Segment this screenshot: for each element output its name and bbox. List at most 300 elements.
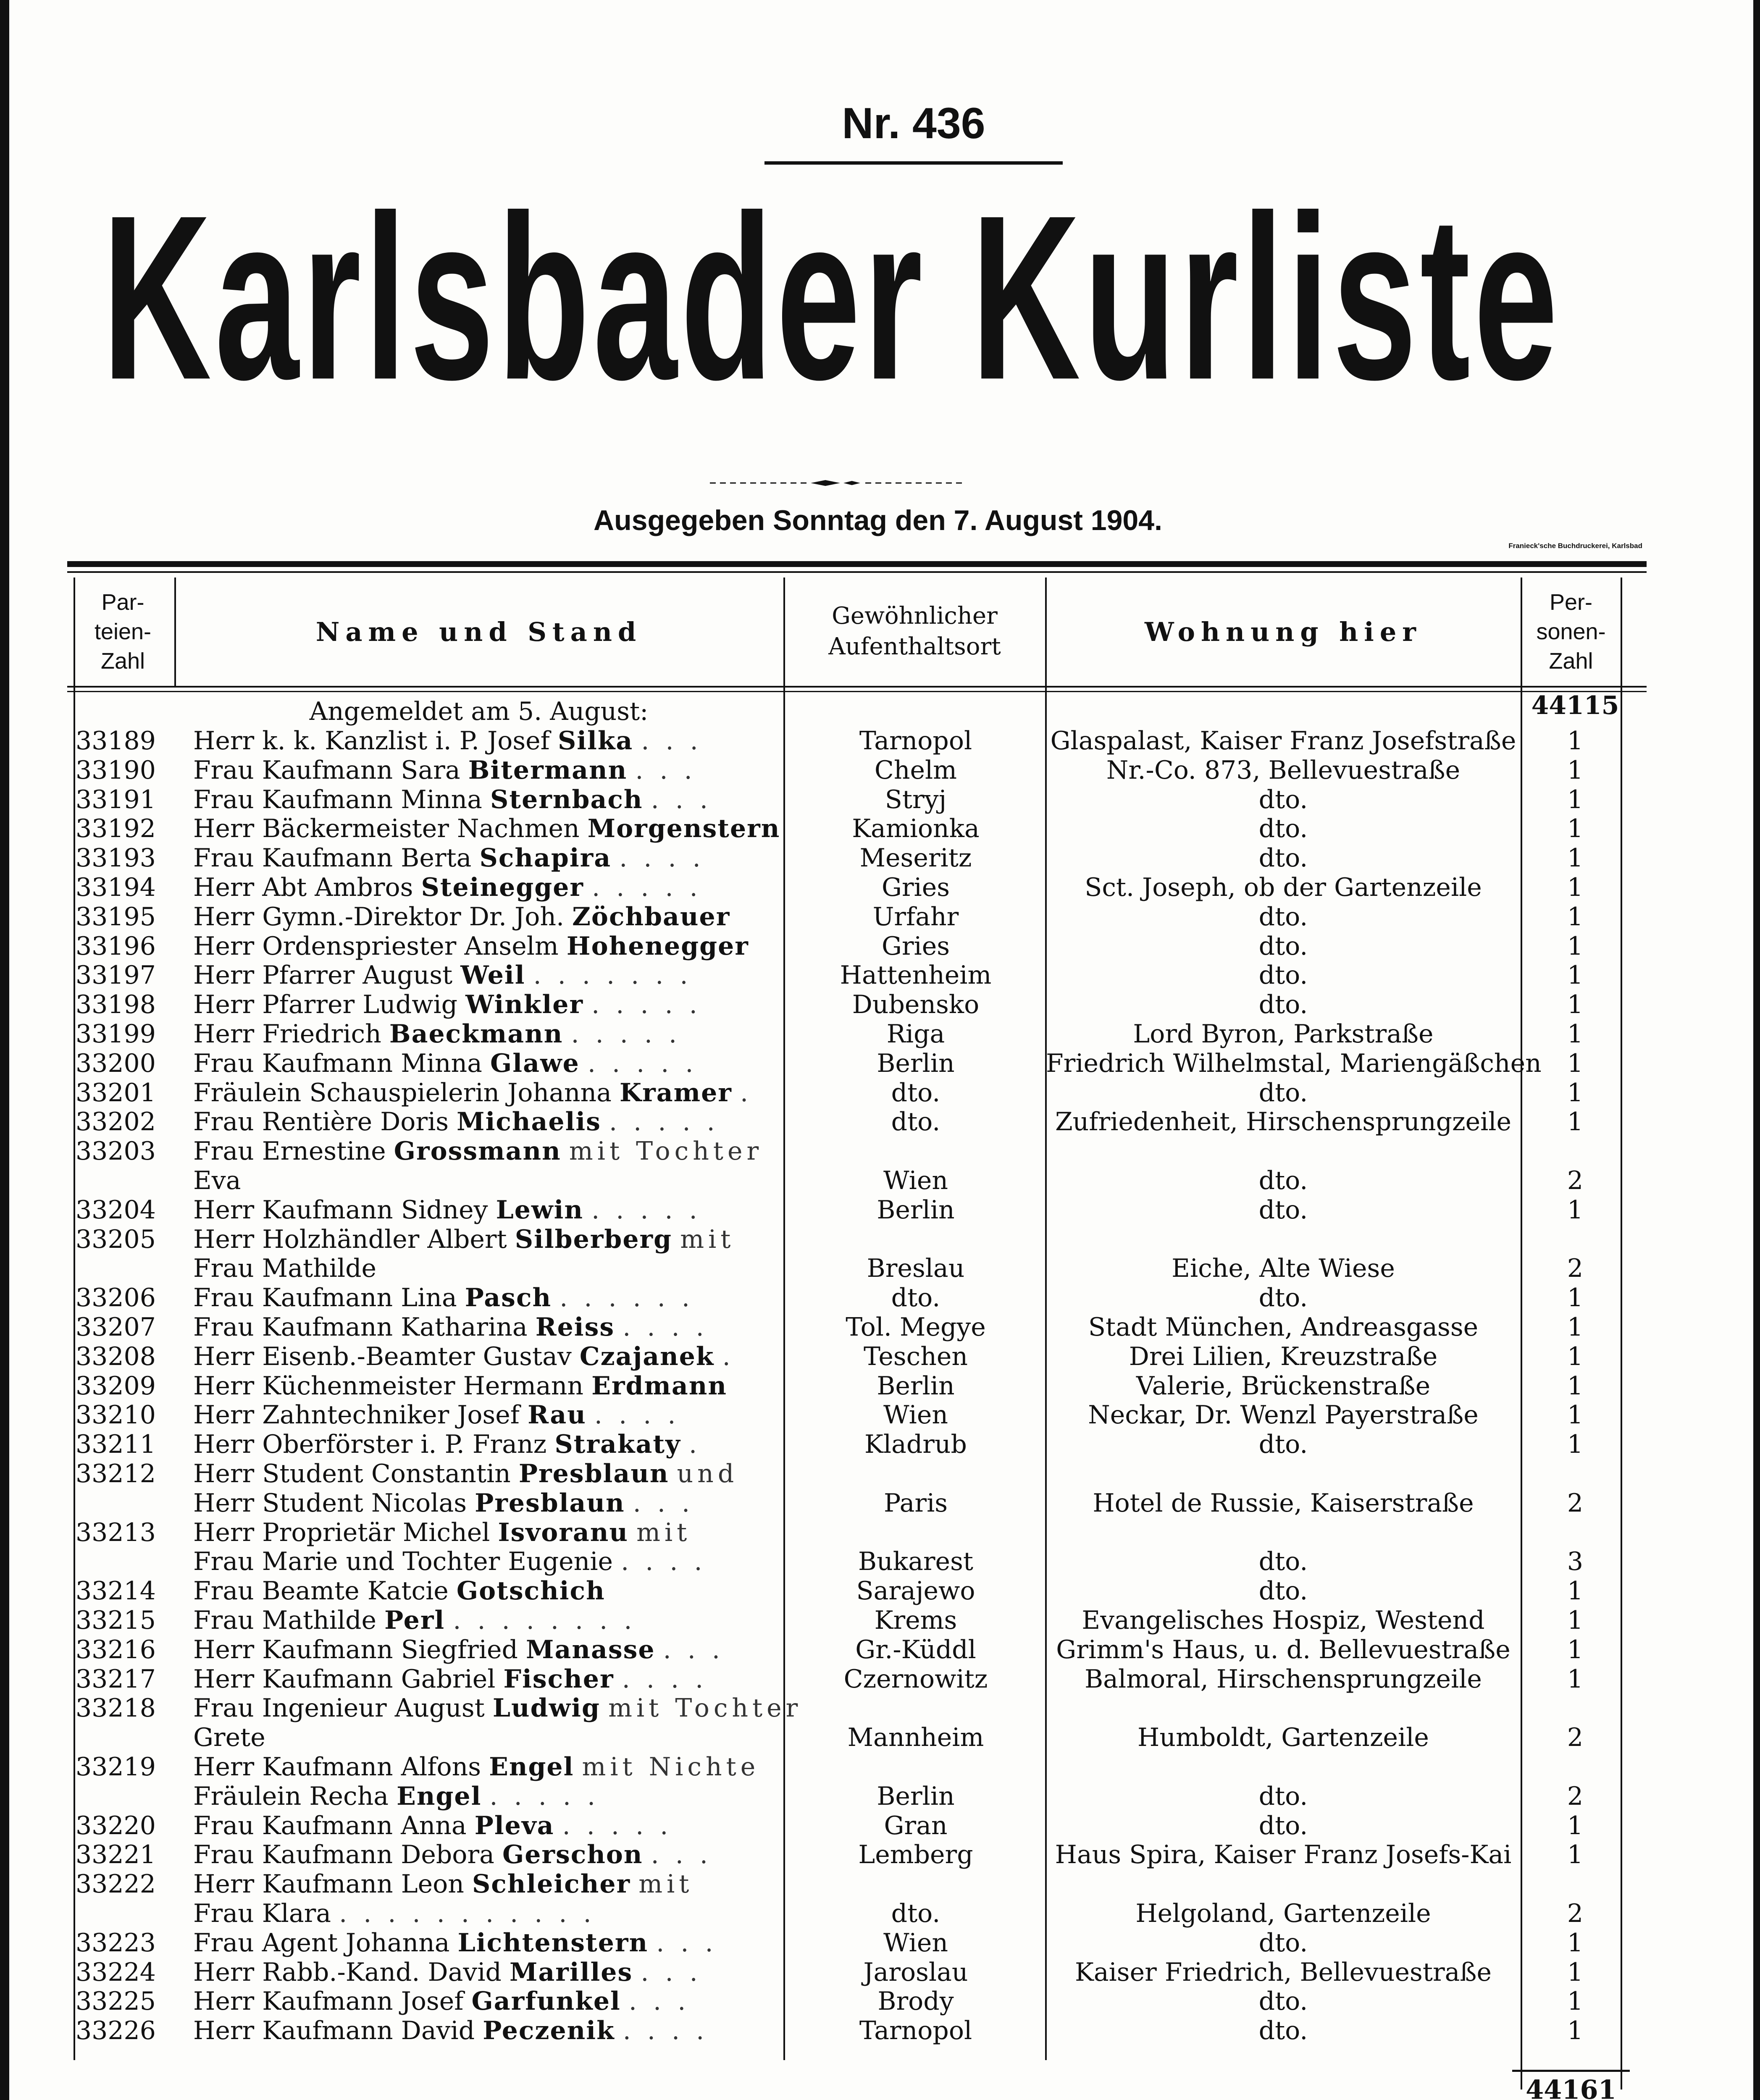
table-row <box>0 1225 1760 1255</box>
guest-surname: Weil <box>460 961 525 990</box>
guest-residence: Balmoral, Hirschensprungzeile <box>1085 1664 1482 1694</box>
guest-residence: Glaspalast, Kaiser Franz Josefstraße <box>1050 726 1516 756</box>
guest-name <box>193 1020 764 1049</box>
guest-residence: Kaiser Friedrich, Bellevuestraße <box>1075 1957 1492 1987</box>
guest-surname: Reiss <box>535 1312 615 1342</box>
guest-title: Herr Proprietär Michel <box>193 1517 490 1547</box>
guest-name <box>193 1987 764 2016</box>
table-row <box>0 1577 1760 1606</box>
party-number: 33191 <box>76 785 156 814</box>
table-row <box>0 1254 1760 1284</box>
guest-origin: Jaroslau <box>863 1957 968 1987</box>
guest-title: Herr Rabb.-Kand. David <box>193 1957 502 1987</box>
guest-surname: Marilles <box>510 1957 633 1987</box>
table-row <box>0 1372 1760 1401</box>
guest-persons: 1 <box>1567 1957 1584 1987</box>
guest-title: Herr Gymn.-Direktor Dr. Joh. <box>193 902 565 932</box>
guest-residence: dto. <box>1258 961 1308 990</box>
guest-name <box>193 1460 764 1489</box>
guest-surname: Zöchbauer <box>572 902 730 932</box>
guest-leader: mit <box>636 1517 691 1547</box>
guest-residence: dto. <box>1258 1781 1308 1811</box>
party-number: 33224 <box>76 1957 156 1987</box>
table-row <box>0 1020 1760 1049</box>
guest-origin: Krems <box>874 1606 957 1635</box>
table-row <box>0 1108 1760 1137</box>
table-row <box>0 1606 1760 1635</box>
guest-residence: dto. <box>1258 1078 1308 1108</box>
guest-leader: . . . . . <box>591 990 701 1020</box>
header-persons: Per- sonen- Zahl <box>1536 589 1606 674</box>
guest-persons: 1 <box>1567 1341 1584 1371</box>
final-total: 44161 <box>1512 2070 1630 2100</box>
guest-name <box>193 1166 764 1196</box>
table-row <box>0 873 1760 903</box>
guest-residence: dto. <box>1258 1430 1308 1460</box>
guest-name <box>193 1840 764 1870</box>
guest-name <box>193 1782 764 1811</box>
guest-persons: 1 <box>1567 1019 1584 1049</box>
guest-surname: Baeckmann <box>389 1019 563 1049</box>
guest-title: Herr Pfarrer Ludwig <box>193 990 458 1020</box>
guest-name <box>193 1137 764 1166</box>
guest-residence: Evangelisches Hospiz, Westend <box>1082 1606 1485 1635</box>
guest-residence: Sct. Joseph, ob der Gartenzeile <box>1085 873 1482 902</box>
guest-name <box>193 785 764 815</box>
guest-leader: . . . <box>641 1957 702 1987</box>
guest-title: Frau Beamte Katcie <box>193 1576 449 1606</box>
guest-residence: dto. <box>1258 1283 1308 1313</box>
party-number: 33200 <box>76 1048 156 1078</box>
guest-surname: Bitermann <box>468 755 628 785</box>
guest-residence: dto. <box>1258 1166 1308 1195</box>
guest-surname: Erdmann <box>591 1371 728 1401</box>
guest-surname: Schleicher <box>472 1869 631 1899</box>
guest-name <box>193 990 764 1020</box>
table-row <box>0 1313 1760 1342</box>
guest-persons: 2 <box>1567 1723 1584 1753</box>
party-number: 33223 <box>76 1928 156 1958</box>
guest-leader: . . . . . <box>591 1195 701 1225</box>
guest-persons: 1 <box>1567 814 1584 844</box>
guest-origin: Teschen <box>863 1341 968 1371</box>
guest-persons: 2 <box>1567 1166 1584 1195</box>
guest-origin: Wien <box>883 1400 948 1430</box>
guest-persons: 2 <box>1567 1488 1584 1518</box>
party-number: 33222 <box>76 1869 156 1899</box>
guest-residence: Haus Spira, Kaiser Franz Josefs-Kai <box>1055 1840 1512 1870</box>
guest-name <box>193 2016 764 2046</box>
guest-origin: dto. <box>891 1899 940 1928</box>
guest-origin: Sarajewo <box>856 1576 975 1606</box>
guest-residence: Helgoland, Gartenzeile <box>1135 1899 1431 1928</box>
table-row <box>0 1753 1760 1782</box>
guest-leader: . . . . <box>621 1547 707 1577</box>
guest-residence: dto. <box>1258 785 1308 814</box>
section-heading-row <box>0 697 1760 727</box>
table-row <box>0 1547 1760 1577</box>
header-rule-thin <box>67 571 1647 573</box>
guest-surname: Presblaun <box>518 1459 669 1488</box>
guest-origin: Tarnopol <box>859 2016 972 2046</box>
table-row <box>0 1665 1760 1694</box>
guest-name <box>193 903 764 932</box>
guest-title: Herr Bäckermeister Nachmen <box>193 814 580 844</box>
guest-name <box>193 1342 764 1372</box>
guest-persons: 1 <box>1567 1606 1584 1635</box>
party-number: 33203 <box>76 1137 156 1166</box>
table-row <box>0 1811 1760 1841</box>
guest-name <box>193 1665 764 1694</box>
guest-surname: Pleva <box>474 1811 554 1840</box>
guest-surname: Manasse <box>526 1635 655 1664</box>
guest-residence: dto. <box>1258 990 1308 1020</box>
guest-name <box>193 1225 764 1255</box>
table-row <box>0 1958 1760 1987</box>
party-number: 33205 <box>76 1224 156 1254</box>
guest-persons: 2 <box>1567 1899 1584 1928</box>
guest-name <box>193 1430 764 1460</box>
guest-surname: Steinegger <box>421 873 584 902</box>
party-number: 33197 <box>76 961 156 990</box>
party-number: 33204 <box>76 1195 156 1225</box>
guest-persons: 1 <box>1567 1283 1584 1313</box>
guest-title: Frau Kaufmann Berta <box>193 843 472 873</box>
guest-title: Herr Student Nicolas <box>193 1488 467 1518</box>
party-number: 33213 <box>76 1517 156 1547</box>
table-row <box>0 961 1760 990</box>
table-row <box>0 1723 1760 1753</box>
guest-origin: Kladrub <box>864 1430 967 1460</box>
guest-leader: . . . . <box>623 2016 709 2046</box>
guest-title: Herr Pfarrer August <box>193 961 453 990</box>
guest-residence: Nr.-Co. 873, Bellevuestraße <box>1106 755 1461 785</box>
guest-surname: Perl <box>384 1606 445 1635</box>
guest-leader: mit Tochter <box>608 1693 802 1723</box>
guest-persons: 1 <box>1567 931 1584 961</box>
guest-surname: Peczenik <box>483 2016 615 2046</box>
guest-title: Frau Kaufmann Lina <box>193 1283 457 1313</box>
guest-residence: Zufriedenheit, Hirschensprungzeile <box>1055 1107 1512 1137</box>
table-row <box>0 1899 1760 1929</box>
table-row <box>0 932 1760 961</box>
guest-title: Frau Kaufmann Minna <box>193 785 482 814</box>
header-name: Name und Stand <box>315 616 642 647</box>
guest-residence: Grimm's Haus, u. d. Bellevuestraße <box>1056 1635 1510 1664</box>
guest-persons: 1 <box>1567 990 1584 1020</box>
guest-name <box>193 814 780 844</box>
header-origin: Gewöhnlicher Aufenthaltsort <box>828 602 1001 660</box>
guest-title: Herr Student Constantin <box>193 1459 511 1488</box>
guest-origin: Dubensko <box>852 990 980 1020</box>
guest-origin: Gr.-Küddl <box>855 1635 976 1664</box>
guest-persons: 2 <box>1567 1254 1584 1284</box>
guest-origin: Gries <box>881 931 950 961</box>
guest-title: Herr Ordenspriester Anselm <box>193 931 559 961</box>
guest-title: Herr Kaufmann Gabriel <box>193 1664 496 1694</box>
guest-title: Herr Zahntechniker Josef <box>193 1400 520 1430</box>
party-number: 33210 <box>76 1400 156 1430</box>
table-row <box>0 1518 1760 1548</box>
guest-surname: Gerschon <box>502 1840 643 1870</box>
guest-residence: Stadt München, Andreasgasse <box>1088 1312 1479 1342</box>
table-row <box>0 1137 1760 1166</box>
guest-leader: . . . . . . . . <box>453 1606 636 1635</box>
guest-title: Frau Kaufmann Katharina <box>193 1312 528 1342</box>
issue-date: Ausgegeben Sonntag den 7. August 1904. <box>594 504 1162 536</box>
guest-title: Frau Ernestine <box>193 1137 386 1166</box>
party-number: 33219 <box>76 1752 156 1782</box>
guest-leader: . . . . . <box>609 1107 719 1137</box>
guest-persons: 1 <box>1567 755 1584 785</box>
guest-title: Herr Holzhändler Albert <box>193 1224 507 1254</box>
party-number: 33208 <box>76 1341 156 1371</box>
guest-residence: dto. <box>1258 1195 1308 1225</box>
guest-surname: Grossmann <box>394 1137 561 1166</box>
guest-persons: 1 <box>1567 1312 1584 1342</box>
guest-surname: Morgenstern <box>587 814 780 844</box>
header-rule-thick <box>67 561 1647 567</box>
table-row <box>0 1782 1760 1811</box>
guest-leader: . . . . . <box>571 1019 681 1049</box>
guest-persons: 1 <box>1567 1840 1584 1870</box>
guest-persons: 1 <box>1567 873 1584 902</box>
guest-name <box>193 961 764 990</box>
guest-leader: . . . . <box>622 1664 708 1694</box>
party-number: 33195 <box>76 902 156 932</box>
guest-name <box>193 1049 764 1079</box>
guest-leader: . . . . <box>594 1400 680 1430</box>
guest-origin: dto. <box>891 1283 940 1313</box>
guest-leader: und <box>677 1459 738 1488</box>
guest-origin: Gries <box>881 873 950 902</box>
guest-persons: 1 <box>1567 1635 1584 1664</box>
ornament-divider <box>710 479 962 487</box>
party-number: 33206 <box>76 1283 156 1313</box>
guest-name <box>193 1811 764 1841</box>
guest-residence: dto. <box>1258 902 1308 932</box>
guest-title: Herr Eisenb.-Beamter Gustav <box>193 1341 572 1371</box>
header-bottom-rule <box>67 686 1647 688</box>
guest-origin: Tol. Megye <box>846 1312 986 1342</box>
guest-origin: Berlin <box>877 1371 955 1401</box>
guest-persons: 1 <box>1567 1048 1584 1078</box>
header-party-number: Par- teien- Zahl <box>94 589 152 674</box>
guest-name <box>193 1723 764 1753</box>
table-row <box>0 2016 1760 2046</box>
guest-title: Frau Agent Johanna <box>193 1928 450 1958</box>
guest-name <box>193 1254 764 1284</box>
guest-surname: Sternbach <box>490 785 643 814</box>
guest-title: Herr Küchenmeister Hermann <box>193 1371 584 1401</box>
issue-number: Nr. 436 <box>842 99 985 148</box>
guest-residence: Lord Byron, Parkstraße <box>1133 1019 1434 1049</box>
guest-persons: 3 <box>1567 1547 1584 1577</box>
table-row <box>0 727 1760 756</box>
party-number: 33226 <box>76 2016 156 2046</box>
header-bottom-rule-2 <box>67 691 1647 692</box>
guest-residence: Eiche, Alte Wiese <box>1172 1254 1395 1284</box>
guest-residence: Neckar, Dr. Wenzl Payerstraße <box>1088 1400 1479 1430</box>
table-row <box>0 1430 1760 1460</box>
guest-persons: 1 <box>1567 961 1584 990</box>
table-row <box>0 903 1760 932</box>
guest-leader: . . . <box>628 1987 690 2016</box>
guest-persons: 2 <box>1567 1781 1584 1811</box>
guest-name <box>193 873 764 903</box>
guest-title: Frau Kaufmann Minna <box>193 1048 482 1078</box>
party-number: 33202 <box>76 1107 156 1137</box>
guest-leader: . <box>722 1341 735 1371</box>
guest-origin: Czernowitz <box>843 1664 988 1694</box>
guest-residence: Drei Lilien, Kreuzstraße <box>1129 1341 1438 1371</box>
guest-name <box>193 1693 802 1723</box>
guest-leader: . . . . . <box>587 1048 698 1078</box>
guest-residence: dto. <box>1258 931 1308 961</box>
table-row <box>0 1342 1760 1372</box>
guest-name <box>193 1372 764 1401</box>
printer-imprint: Franieck'sche Buchdruckerei, Karlsbad <box>1508 542 1642 550</box>
guest-title: Herr Kaufmann Alfons <box>193 1752 481 1782</box>
guest-persons: 1 <box>1567 1078 1584 1108</box>
guest-title: Herr Kaufmann Josef <box>193 1987 464 2016</box>
guest-name <box>193 1753 764 1782</box>
guest-title: Frau Rentière Doris <box>193 1107 449 1137</box>
guest-title: Herr Kaufmann David <box>193 2016 475 2046</box>
guest-leader: . . . . <box>623 1312 708 1342</box>
guest-residence: Valerie, Brückenstraße <box>1136 1371 1431 1401</box>
guest-persons: 1 <box>1567 843 1584 873</box>
guest-leader: . <box>688 1430 701 1460</box>
guest-residence: dto. <box>1258 1576 1308 1606</box>
guest-surname: Lichtenstern <box>457 1928 649 1958</box>
guest-surname: Glawe <box>490 1048 580 1078</box>
guest-surname: Engel <box>397 1781 482 1811</box>
guest-name <box>193 1929 764 1958</box>
guest-residence: dto. <box>1258 814 1308 844</box>
guest-surname: Pasch <box>465 1283 552 1313</box>
guest-leader: . <box>740 1078 753 1108</box>
guest-title: Fräulein Recha <box>193 1781 389 1811</box>
guest-origin: Kamionka <box>852 814 980 844</box>
guest-surname: Isvoranu <box>498 1517 628 1547</box>
guest-origin: Wien <box>883 1928 948 1958</box>
guest-residence: Hotel de Russie, Kaiserstraße <box>1093 1488 1474 1518</box>
guest-surname: Michaelis <box>457 1107 601 1137</box>
table-row <box>0 1929 1760 1958</box>
guest-origin: Berlin <box>877 1048 955 1078</box>
guest-surname: Czajanek <box>579 1341 715 1371</box>
guest-title: Frau Kaufmann Sara <box>193 755 460 785</box>
guest-origin: Gran <box>884 1811 948 1840</box>
guest-leader: . . . <box>651 785 712 814</box>
party-number: 33209 <box>76 1371 156 1401</box>
party-number: 33198 <box>76 990 156 1020</box>
guest-title: Herr Oberförster i. P. Franz <box>193 1430 547 1460</box>
guest-origin: Bukarest <box>858 1547 973 1577</box>
guest-surname: Schapira <box>479 843 612 873</box>
guest-persons: 1 <box>1567 1371 1584 1401</box>
page-title: Karlsbader Kurliste <box>102 167 1561 429</box>
party-number: 33189 <box>76 726 156 756</box>
guest-name <box>193 932 764 961</box>
guest-origin: Lemberg <box>858 1840 973 1870</box>
guest-name <box>193 844 764 873</box>
guest-leader: . . . <box>656 1928 717 1958</box>
guest-origin: Breslau <box>867 1254 965 1284</box>
column-divider <box>174 578 176 686</box>
guest-surname: Engel <box>489 1752 574 1782</box>
table-row <box>0 990 1760 1020</box>
guest-name <box>193 756 764 785</box>
section-heading: Angemeldet am 5. August: <box>309 697 649 726</box>
guest-name <box>193 1313 764 1342</box>
guest-residence: dto. <box>1258 1811 1308 1840</box>
party-number: 33199 <box>76 1019 156 1049</box>
party-number: 33192 <box>76 814 156 844</box>
guest-surname: Ludwig <box>492 1693 600 1723</box>
guest-leader: . . . . . <box>592 873 702 902</box>
guest-surname: Rau <box>528 1400 586 1430</box>
guest-leader: . . . . <box>619 843 705 873</box>
guest-leader: . . . <box>663 1635 725 1664</box>
guest-leader: . . . <box>641 726 702 756</box>
guest-title: Herr k. k. Kanzlist i. P. Josef <box>193 726 550 756</box>
guest-persons: 1 <box>1567 726 1584 756</box>
table-row <box>0 1870 1760 1899</box>
guest-origin: Paris <box>883 1488 948 1518</box>
guest-residence: dto. <box>1258 1547 1308 1577</box>
guest-name <box>193 1635 764 1665</box>
guest-name <box>193 1606 764 1635</box>
guest-persons: 1 <box>1567 1107 1584 1137</box>
table-row <box>0 1401 1760 1430</box>
guest-origin: Tarnopol <box>859 726 972 756</box>
party-number: 33211 <box>76 1430 156 1460</box>
guest-title: Herr Kaufmann Sidney <box>193 1195 488 1225</box>
guest-origin: Stryj <box>885 785 947 814</box>
guest-persons: 1 <box>1567 1576 1584 1606</box>
guest-name <box>193 727 764 756</box>
party-number: 33221 <box>76 1840 156 1870</box>
guest-surname: Strakaty <box>554 1430 681 1460</box>
issue-number-underline <box>764 161 1063 165</box>
guest-residence: dto. <box>1258 1928 1308 1958</box>
guest-leader: . . . . . <box>562 1811 672 1840</box>
guest-persons: 1 <box>1567 1195 1584 1225</box>
guest-name <box>193 1870 764 1899</box>
party-number: 33216 <box>76 1635 156 1664</box>
guest-persons: 1 <box>1567 785 1584 814</box>
guest-title: Grete <box>193 1723 265 1753</box>
guest-residence: Friedrich Wilhelmstal, Mariengäßchen <box>1046 1048 1542 1078</box>
guest-title: Herr Kaufmann Leon <box>193 1869 464 1899</box>
guest-persons: 1 <box>1567 1811 1584 1840</box>
guest-title: Eva <box>193 1166 241 1195</box>
guest-title: Frau Kaufmann Debora <box>193 1840 494 1870</box>
guest-name <box>193 1899 764 1929</box>
table-row <box>0 844 1760 873</box>
guest-title: Frau Kaufmann Anna <box>193 1811 467 1840</box>
party-number: 33207 <box>76 1312 156 1342</box>
carried-total: 44115 <box>1531 691 1619 720</box>
party-number: 33217 <box>76 1664 156 1694</box>
guest-name <box>193 1547 764 1577</box>
table-row <box>0 1284 1760 1313</box>
guest-title: Herr Abt Ambros <box>193 873 413 902</box>
guest-surname: Silberberg <box>515 1224 672 1254</box>
guest-origin: dto. <box>891 1107 940 1137</box>
